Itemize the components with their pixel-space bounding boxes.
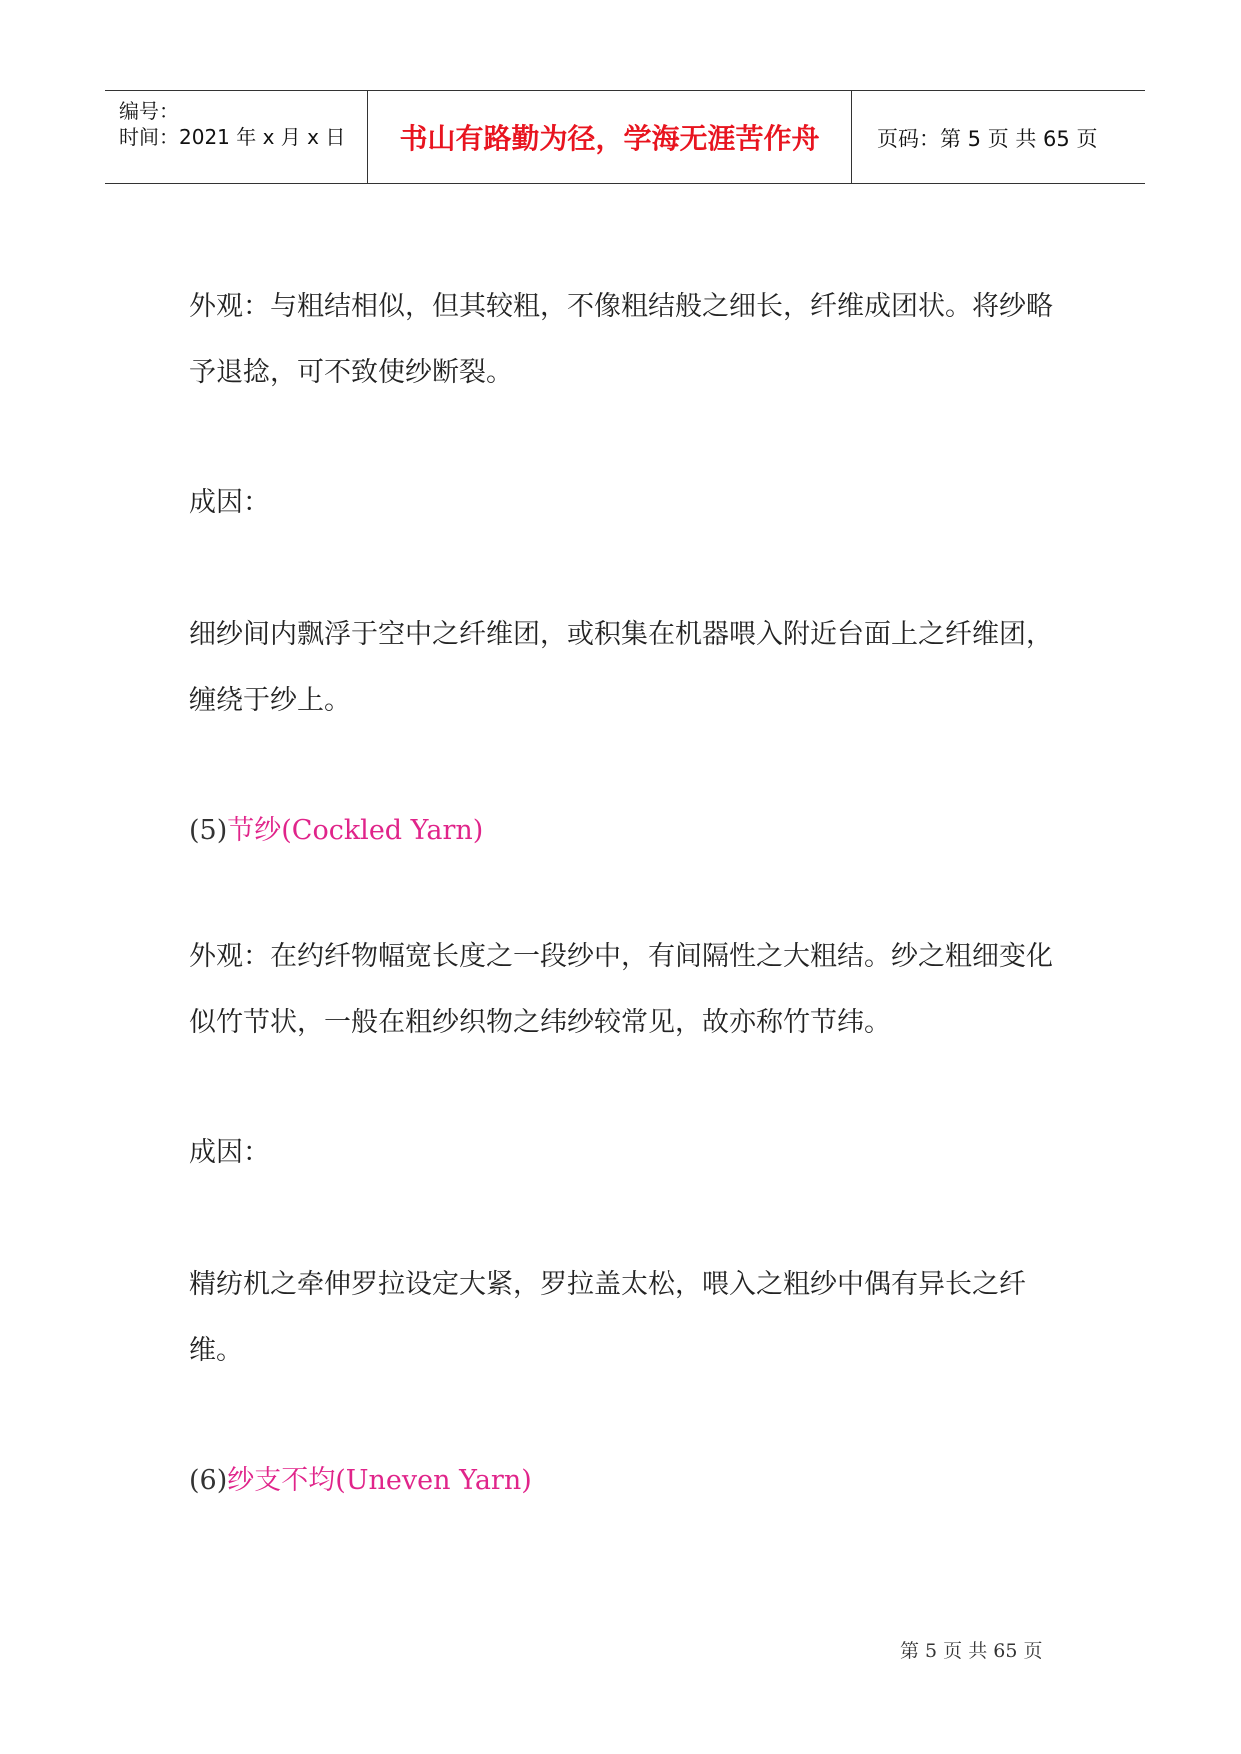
section-number-6: (6) [189, 1465, 228, 1496]
header-meta-cell [105, 91, 368, 183]
paragraph-cause-label-1: 成因： [189, 487, 270, 518]
document-number-label: 编号： [119, 99, 179, 123]
section-heading-6 [189, 1458, 532, 1497]
header-page-number: 页码：第 5 页 共 65 页 [877, 127, 1098, 151]
section-title-6: 纱支不均(Uneven Yarn) [227, 1465, 532, 1496]
paragraph-cause-2: 精纺机之牵伸罗拉设定大紧，罗拉盖太松，喂入之粗纱中偶有异长之纤维。 [189, 1269, 1026, 1366]
header-motto-cell [368, 91, 852, 183]
document-date: 时间：2021 年 x 月 x 日 [119, 125, 346, 149]
paragraph-appearance-1: 外观：与粗结相似，但其较粗，不像粗结般之细长，纤维成团状。将纱略予退捻，可不致使纱断裂。 [189, 291, 1053, 388]
section-number-5: (5) [189, 815, 228, 846]
page-footer: 第 5 页 共 65 页 [900, 1640, 1043, 1662]
header-motto: 书山有路勤为径，学海无涯苦作舟 [399, 122, 820, 155]
paragraph-appearance-2: 外观：在约纤物幅宽长度之一段纱中，有间隔性之大粗结。纱之粗细变化似竹节状，一般在粗纱织物之纬纱较常见，故亦称竹节纬。 [189, 941, 1053, 1038]
header-page-cell [853, 91, 1145, 183]
paragraph-cause-1: 细纱间内飘浮于空中之纤维团，或积集在机器喂入附近台面上之纤维团，缠绕于纱上。 [189, 619, 1053, 716]
paragraph-cause-label-2: 成因： [189, 1137, 270, 1168]
page-header [105, 90, 1145, 184]
section-title-5: 节纱(Cockled Yarn) [227, 815, 484, 846]
section-heading-5 [189, 808, 483, 847]
